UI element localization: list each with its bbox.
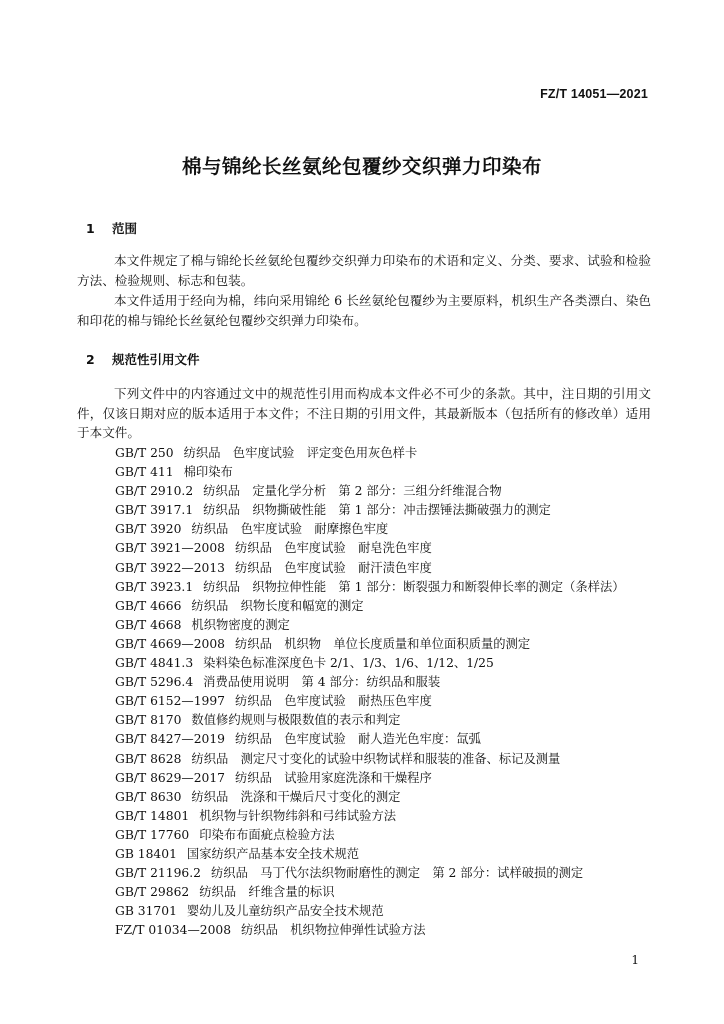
list-item bbox=[115, 463, 625, 482]
reference-title: 纺织品 定量化学分析 第 2 部分：三组分纤维混合物 bbox=[203, 484, 502, 499]
list-item bbox=[115, 921, 625, 940]
reference-title: 纺织品 色牢度试验 耐汗渍色牢度 bbox=[235, 560, 432, 575]
section-heading-normative-references bbox=[86, 350, 200, 368]
reference-title: 纺织品 织物撕破性能 第 1 部分：冲击摆锤法撕破强力的测定 bbox=[203, 503, 551, 518]
list-item bbox=[115, 730, 625, 749]
paragraph: 本文件适用于经向为棉，纬向采用锦纶 6 长丝氨纶包覆纱为主要原料，机织生产各类漂白、染色和印花的棉与锦纶长丝氨纶包覆纱交织弹力印染布。 bbox=[77, 293, 651, 328]
list-item bbox=[115, 883, 625, 902]
list-item bbox=[115, 482, 625, 501]
reference-title: 婴幼儿及儿童纺织产品安全技术规范 bbox=[186, 904, 384, 919]
paragraph: 下列文件中的内容通过文中的规范性引用而构成本文件必不可少的条款。其中，注日期的引用文件，仅该日期对应的版本适用于本文件；不注日期的引用文件，其最新版本（包括所有的修改单）适用于本文件。 bbox=[77, 386, 651, 440]
reference-code: GB/T 4669—2008 bbox=[115, 636, 225, 651]
reference-code: GB/T 4666 bbox=[115, 598, 182, 613]
reference-code: GB/T 3923.1 bbox=[115, 579, 194, 594]
list-item bbox=[115, 559, 625, 578]
reference-code: GB/T 6152—1997 bbox=[115, 694, 225, 709]
list-item bbox=[115, 673, 625, 692]
list-item bbox=[115, 864, 625, 883]
list-item bbox=[115, 769, 625, 788]
list-item bbox=[115, 826, 625, 845]
reference-code: FZ/T 01034—2008 bbox=[115, 923, 232, 938]
reference-title: 数值修约规则与极限数值的表示和判定 bbox=[191, 713, 401, 728]
standard-code: FZ/T 14051—2021 bbox=[540, 87, 648, 101]
reference-title: 纺织品 马丁代尔法织物耐磨性的测定 第 2 部分：试样破损的测定 bbox=[210, 866, 584, 881]
section-number: 1 bbox=[86, 221, 95, 236]
reference-code: GB/T 4841.3 bbox=[115, 656, 194, 671]
reference-code: GB/T 4668 bbox=[115, 617, 182, 632]
list-item bbox=[115, 578, 625, 597]
section-heading-scope bbox=[86, 219, 137, 237]
reference-code: GB/T 8427—2019 bbox=[115, 732, 225, 747]
reference-list bbox=[115, 444, 625, 940]
reference-code: GB/T 8629—2017 bbox=[115, 770, 225, 785]
reference-title: 纺织品 织物长度和幅宽的测定 bbox=[191, 598, 364, 613]
reference-title: 纺织品 测定尺寸变化的试验中织物试样和服装的准备、标记及测量 bbox=[191, 751, 561, 766]
reference-title: 纺织品 洗涤和干燥后尺寸变化的测定 bbox=[191, 789, 401, 804]
reference-code: GB/T 17760 bbox=[115, 827, 190, 842]
section-title: 规范性引用文件 bbox=[112, 352, 200, 367]
reference-title: 纺织品 色牢度试验 评定变色用灰色样卡 bbox=[183, 446, 418, 460]
reference-title: 纺织品 试验用家庭洗涤和干燥程序 bbox=[235, 770, 432, 785]
reference-title: 纺织品 色牢度试验 耐热压色牢度 bbox=[235, 694, 432, 709]
reference-code: GB/T 8628 bbox=[115, 751, 182, 766]
reference-code: GB/T 29862 bbox=[115, 885, 190, 900]
reference-code: GB 31701 bbox=[115, 904, 177, 919]
reference-code: GB/T 3917.1 bbox=[115, 503, 194, 518]
list-item bbox=[115, 501, 625, 520]
page-number: 1 bbox=[631, 953, 639, 967]
list-item bbox=[115, 788, 625, 807]
reference-title: 棉印染布 bbox=[183, 465, 233, 480]
list-item bbox=[115, 845, 625, 864]
list-item bbox=[115, 711, 625, 730]
reference-title: 纺织品 纤维含量的标识 bbox=[199, 885, 335, 900]
list-item bbox=[115, 616, 625, 635]
reference-code: GB/T 411 bbox=[115, 465, 174, 480]
reference-code: GB/T 8170 bbox=[115, 713, 182, 728]
reference-code: GB/T 8630 bbox=[115, 789, 182, 804]
reference-code: GB/T 2910.2 bbox=[115, 484, 194, 499]
list-item bbox=[115, 635, 625, 654]
list-item bbox=[115, 902, 625, 921]
reference-title: 机织物与针织物纬斜和弓纬试验方法 bbox=[199, 808, 396, 823]
section-number: 2 bbox=[86, 352, 95, 367]
list-item bbox=[115, 692, 625, 711]
section-title: 范围 bbox=[112, 221, 138, 236]
reference-title: 染料染色标准深度色卡 2/1、1/3、1/6、1/12、1/25 bbox=[203, 656, 494, 671]
reference-title: 消费品使用说明 第 4 部分：纺织品和服装 bbox=[203, 675, 441, 690]
reference-title: 纺织品 色牢度试验 耐皂洗色牢度 bbox=[235, 541, 432, 556]
reference-title: 纺织品 色牢度试验 耐摩擦色牢度 bbox=[191, 522, 389, 537]
reference-title: 纺织品 机织物拉伸弹性试验方法 bbox=[241, 923, 426, 938]
list-item bbox=[115, 807, 625, 826]
reference-code: GB/T 3920 bbox=[115, 522, 182, 537]
reference-code: GB/T 21196.2 bbox=[115, 866, 201, 881]
reference-title: 国家纺织产品基本安全技术规范 bbox=[186, 846, 360, 861]
reference-title: 纺织品 机织物 单位长度质量和单位面积质量的测定 bbox=[235, 636, 531, 651]
list-item bbox=[115, 654, 625, 673]
document-title: 棉与锦纶长丝氨纶包覆纱交织弹力印染布 bbox=[181, 155, 542, 178]
reference-code: GB/T 3921—2008 bbox=[115, 541, 225, 556]
reference-code: GB/T 14801 bbox=[115, 808, 190, 823]
reference-title: 纺织品 色牢度试验 耐人造光色牢度：氙弧 bbox=[235, 732, 481, 747]
reference-title: 印染布布面疵点检验方法 bbox=[199, 827, 335, 842]
list-item bbox=[115, 750, 625, 769]
list-item bbox=[115, 520, 625, 539]
reference-code: GB/T 3922—2013 bbox=[115, 560, 225, 575]
paragraph: 本文件规定了棉与锦纶长丝氨纶包覆纱交织弹力印染布的术语和定义、分类、要求、试验和检验方法、检验规则、标志和包装。 bbox=[77, 253, 651, 288]
list-item bbox=[115, 539, 625, 558]
reference-title: 机织物密度的测定 bbox=[191, 617, 290, 632]
reference-code: GB/T 250 bbox=[115, 446, 174, 460]
reference-title: 纺织品 织物拉伸性能 第 1 部分：断裂强力和断裂伸长率的测定（条样法） bbox=[203, 579, 625, 594]
reference-code: GB 18401 bbox=[115, 846, 177, 861]
reference-code: GB/T 5296.4 bbox=[115, 675, 194, 690]
list-item bbox=[115, 597, 625, 616]
list-item bbox=[115, 444, 625, 463]
